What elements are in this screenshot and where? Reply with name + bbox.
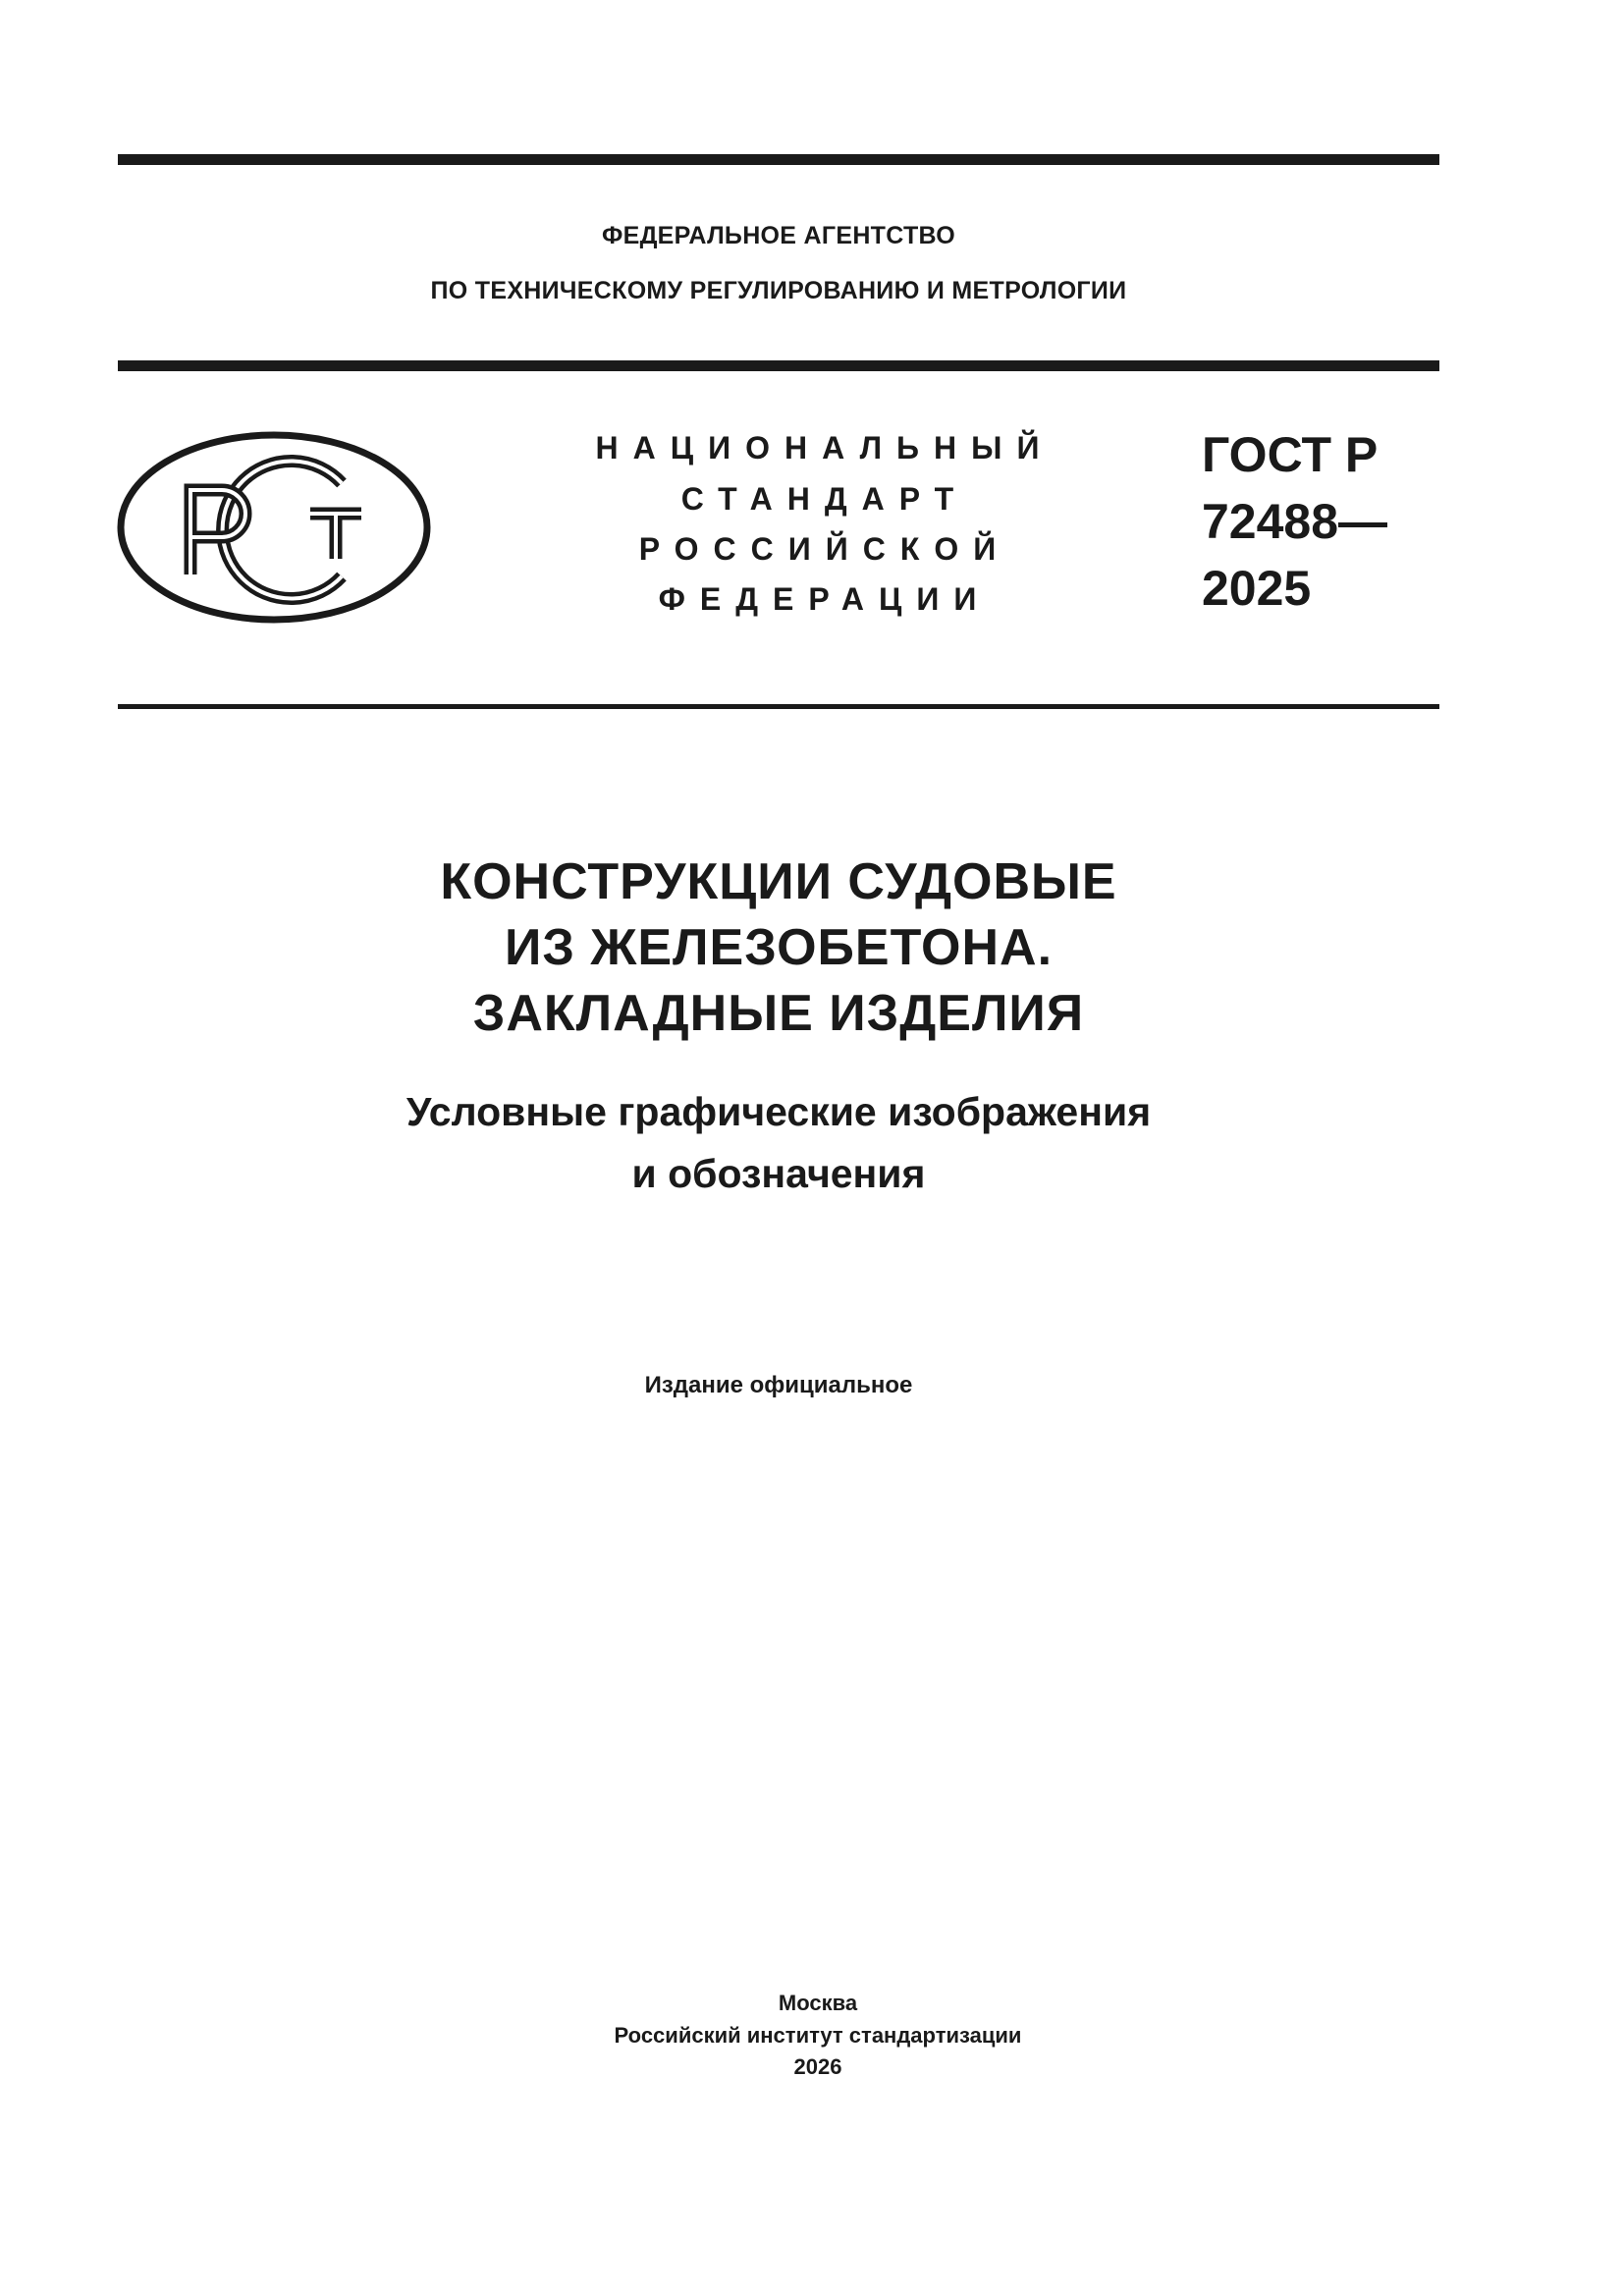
document-title-line1: КОНСТРУКЦИИ СУДОВЫЕ	[440, 853, 1117, 910]
imprint-publisher: Российский институт стандартизации	[614, 2023, 1022, 2048]
edition-note: Издание официальное	[644, 1372, 913, 1398]
national-standard-line3: РОССИЙСКОЙ	[638, 531, 1011, 567]
national-standard-line1: НАЦИОНАЛЬНЫЙ	[595, 430, 1055, 465]
document-title-line3: ЗАКЛАДНЫЕ ИЗДЕЛИЯ	[472, 985, 1085, 1042]
document-title-line2: ИЗ ЖЕЛЕЗОБЕТОНА.	[504, 919, 1054, 976]
document-subtitle-line1: Условные графические изображения	[406, 1089, 1152, 1134]
standard-designation-line3: 2025	[1202, 561, 1312, 616]
standard-designation-line1: ГОСТ Р	[1202, 427, 1379, 482]
agency-name-line1: ФЕДЕРАЛЬНОЕ АГЕНТСТВО	[601, 222, 956, 249]
middle-rule	[118, 360, 1439, 371]
rst-certification-mark-icon	[116, 429, 432, 626]
lower-rule	[118, 704, 1439, 709]
standard-designation-line2: 72488—	[1202, 494, 1388, 549]
agency-name-line2: ПО ТЕХНИЧЕСКОМУ РЕГУЛИРОВАНИЮ И МЕТРОЛОГИИ	[430, 277, 1127, 304]
top-rule	[118, 154, 1439, 165]
imprint-city: Москва	[778, 1991, 858, 2015]
document-subtitle-line2: и обозначения	[631, 1151, 926, 1196]
national-standard-line4: ФЕДЕРАЦИИ	[658, 581, 992, 617]
national-standard-line2: СТАНДАРТ	[680, 481, 969, 517]
imprint-year: 2026	[793, 2054, 842, 2079]
